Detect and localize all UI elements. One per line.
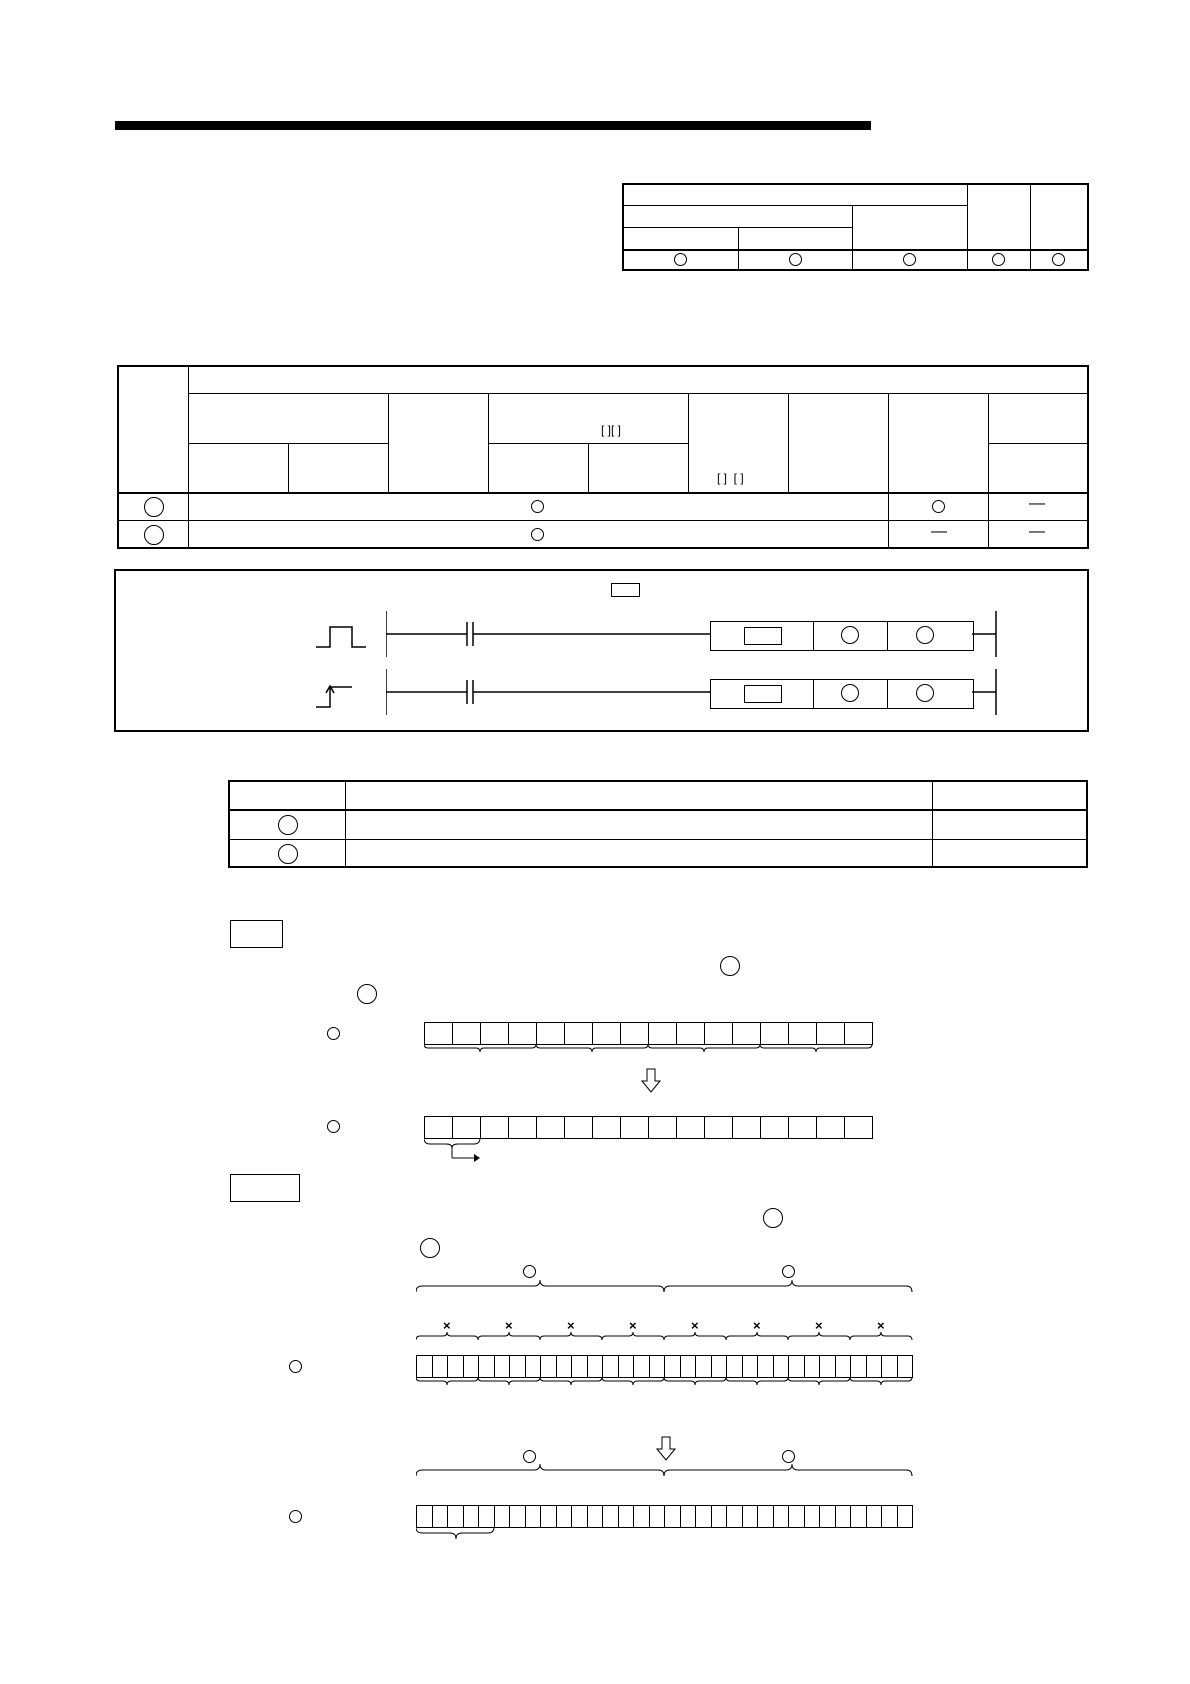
bit-cell	[633, 1355, 650, 1378]
word-brackets-top	[416, 1280, 916, 1294]
multiply-mark: ×	[877, 1318, 885, 1333]
group-bracket	[602, 1377, 664, 1385]
bit-cell	[509, 1505, 526, 1528]
bit-cell	[788, 1355, 805, 1378]
bit-cell	[788, 1505, 805, 1528]
bit-cell	[571, 1355, 588, 1378]
available-mark	[789, 253, 802, 266]
bit-cell	[835, 1355, 852, 1378]
bit-cell	[564, 1116, 593, 1139]
bit-cell	[508, 1022, 537, 1045]
bracket-mark: [ ] [ ]	[717, 471, 744, 485]
bit-cell	[711, 1355, 728, 1378]
bit-cell	[602, 1505, 619, 1528]
bit-cell	[816, 1116, 845, 1139]
group-bracket	[664, 1332, 726, 1340]
section-label-box-1	[230, 920, 283, 948]
bit-cell	[525, 1355, 542, 1378]
group-bracket	[540, 1377, 602, 1385]
bit-cell	[480, 1022, 509, 1045]
bit-cell	[525, 1505, 542, 1528]
bit-cell	[742, 1355, 759, 1378]
multiply-mark: ×	[567, 1318, 575, 1333]
available-mark	[903, 253, 916, 266]
bit-row-32-before	[416, 1355, 913, 1378]
group-bracket	[760, 1044, 872, 1052]
bit-cell	[478, 1355, 495, 1378]
bit-row-16-before	[424, 1022, 873, 1045]
multiply-mark: ×	[753, 1318, 761, 1333]
nibble-brackets-bottom	[416, 1377, 916, 1387]
operand-ref	[782, 1450, 795, 1463]
bit-cell	[788, 1022, 817, 1045]
bit-cell	[556, 1355, 573, 1378]
nibble-brackets-top	[416, 1332, 916, 1342]
bit-cell	[726, 1505, 743, 1528]
rising-edge-symbol	[316, 683, 386, 709]
bit-cell	[536, 1022, 565, 1045]
bit-cell	[804, 1355, 821, 1378]
bit-row-16-after	[424, 1116, 873, 1139]
row-number-2	[144, 525, 164, 545]
bit-cell	[494, 1355, 511, 1378]
bit-cell	[695, 1355, 712, 1378]
bit-cell	[592, 1116, 621, 1139]
operand-ref	[289, 1510, 302, 1523]
bit-cell	[704, 1022, 733, 1045]
available-mark	[932, 500, 945, 513]
instruction-block-1	[710, 621, 974, 651]
bit-cell	[773, 1355, 790, 1378]
operand-ref	[782, 1265, 795, 1278]
result-bracket-arrow	[424, 1138, 504, 1164]
available-mark	[992, 253, 1005, 266]
operand-2	[278, 844, 298, 864]
group-bracket	[788, 1377, 850, 1385]
bit-cell	[760, 1022, 789, 1045]
multiply-mark: ×	[629, 1318, 637, 1333]
bit-cell	[757, 1505, 774, 1528]
bit-cell	[649, 1355, 666, 1378]
multiply-mark: ×	[815, 1318, 823, 1333]
multiply-mark: ×	[505, 1318, 513, 1333]
usable-device-table	[117, 365, 1089, 549]
bit-cell	[508, 1116, 537, 1139]
bit-cell	[680, 1355, 697, 1378]
bit-cell	[664, 1355, 681, 1378]
bit-cell	[478, 1505, 495, 1528]
operand-ref	[289, 1360, 302, 1373]
down-arrow	[641, 1068, 661, 1094]
bit-cell	[587, 1355, 604, 1378]
operand-ref	[327, 1027, 340, 1040]
available-mark	[531, 500, 544, 513]
operand-ref	[523, 1265, 536, 1278]
bit-cell	[447, 1355, 464, 1378]
group-bracket	[602, 1332, 664, 1340]
bit-cell	[664, 1505, 681, 1528]
bit-cell	[649, 1505, 666, 1528]
bit-cell	[704, 1116, 733, 1139]
operand-1	[278, 815, 298, 835]
bit-cell	[711, 1505, 728, 1528]
available-mark	[1052, 253, 1065, 266]
bit-cell	[732, 1116, 761, 1139]
available-mark	[531, 528, 544, 541]
bit-cell	[732, 1022, 761, 1045]
operand-ref	[763, 1208, 783, 1228]
bit-cell	[416, 1505, 433, 1528]
bit-cell	[540, 1355, 557, 1378]
bit-cell	[432, 1355, 449, 1378]
bit-cell	[866, 1355, 883, 1378]
bit-cell	[556, 1505, 573, 1528]
bit-cell	[726, 1355, 743, 1378]
multiply-mark: ×	[443, 1318, 451, 1333]
bit-cell	[633, 1505, 650, 1528]
group-bracket	[664, 1377, 726, 1385]
bit-cell	[447, 1505, 464, 1528]
setting-data-table	[228, 780, 1088, 868]
bit-cell	[866, 1505, 883, 1528]
multiply-mark: ×	[691, 1318, 699, 1333]
bit-cell	[897, 1355, 914, 1378]
group-bracket	[648, 1044, 760, 1052]
bit-cell	[424, 1116, 453, 1139]
bit-cell	[571, 1505, 588, 1528]
bit-cell	[760, 1116, 789, 1139]
bit-cell	[592, 1022, 621, 1045]
operand-ref	[327, 1120, 340, 1133]
symbol-box	[611, 583, 640, 597]
bit-cell	[618, 1505, 635, 1528]
operand-ref	[420, 1238, 440, 1258]
bit-cell	[676, 1022, 705, 1045]
bit-cell	[618, 1355, 635, 1378]
ladder-diagram-box	[114, 569, 1089, 732]
bit-cell	[480, 1116, 509, 1139]
group-bracket	[850, 1332, 912, 1340]
available-mark	[674, 253, 687, 266]
bit-cell	[804, 1505, 821, 1528]
bit-cell	[850, 1355, 867, 1378]
bit-cell	[432, 1505, 449, 1528]
bit-cell	[788, 1116, 817, 1139]
bit-cell	[463, 1505, 480, 1528]
instruction-block-2	[710, 679, 974, 709]
group-bracket	[540, 1332, 602, 1340]
bit-cell	[648, 1022, 677, 1045]
word-brackets-bottom	[416, 1464, 916, 1478]
pulse-symbol	[316, 625, 386, 649]
bit-cell	[620, 1116, 649, 1139]
bit-cell	[564, 1022, 593, 1045]
bracket-mark: [ ][ ]	[601, 423, 622, 437]
bit-cell	[881, 1355, 898, 1378]
bit-cell	[835, 1505, 852, 1528]
bit-cell	[742, 1505, 759, 1528]
bit-cell	[463, 1355, 480, 1378]
row-number-1	[144, 497, 164, 517]
operand-ref	[720, 956, 740, 976]
bit-cell	[494, 1505, 511, 1528]
group-bracket	[416, 1332, 478, 1340]
group-bracket	[424, 1044, 536, 1052]
dash-mark: —	[1029, 495, 1045, 512]
bit-row-32-after	[416, 1505, 913, 1528]
bit-cell	[452, 1022, 481, 1045]
dash-mark: —	[1029, 523, 1045, 540]
bit-cell	[424, 1022, 453, 1045]
dash-mark: —	[931, 523, 947, 540]
bit-cell	[881, 1505, 898, 1528]
bit-cell	[540, 1505, 557, 1528]
bit-cell	[620, 1022, 649, 1045]
bit-cell	[695, 1505, 712, 1528]
bit-cell	[844, 1116, 873, 1139]
bit-cell	[602, 1355, 619, 1378]
group-bracket	[850, 1377, 912, 1385]
bit-cell	[816, 1022, 845, 1045]
bit-cell	[897, 1505, 914, 1528]
bit-cell	[536, 1116, 565, 1139]
group-bracket	[478, 1332, 540, 1340]
operand-ref	[357, 984, 377, 1004]
operand-ref	[523, 1450, 536, 1463]
bit-cell	[757, 1355, 774, 1378]
bit-cell	[773, 1505, 790, 1528]
bit-cell	[676, 1116, 705, 1139]
cpu-applicability-table	[622, 183, 1089, 271]
group-bracket	[726, 1332, 788, 1340]
bit-cell	[844, 1022, 873, 1045]
bit-cell	[648, 1116, 677, 1139]
bit-cell	[819, 1355, 836, 1378]
bit-cell	[416, 1355, 433, 1378]
bit-cell	[850, 1505, 867, 1528]
group-bracket	[726, 1377, 788, 1385]
group-bracket	[788, 1332, 850, 1340]
section-label-box-2	[230, 1174, 300, 1202]
group-brackets-16	[424, 1044, 884, 1056]
bit-cell	[587, 1505, 604, 1528]
group-bracket	[416, 1377, 478, 1385]
down-arrow	[656, 1436, 676, 1462]
group-bracket	[478, 1377, 540, 1385]
group-bracket	[536, 1044, 648, 1052]
bit-cell	[680, 1505, 697, 1528]
bit-cell	[819, 1505, 836, 1528]
bit-cell	[452, 1116, 481, 1139]
header-rule	[115, 121, 871, 130]
result-bracket	[416, 1527, 496, 1541]
bit-cell	[509, 1355, 526, 1378]
